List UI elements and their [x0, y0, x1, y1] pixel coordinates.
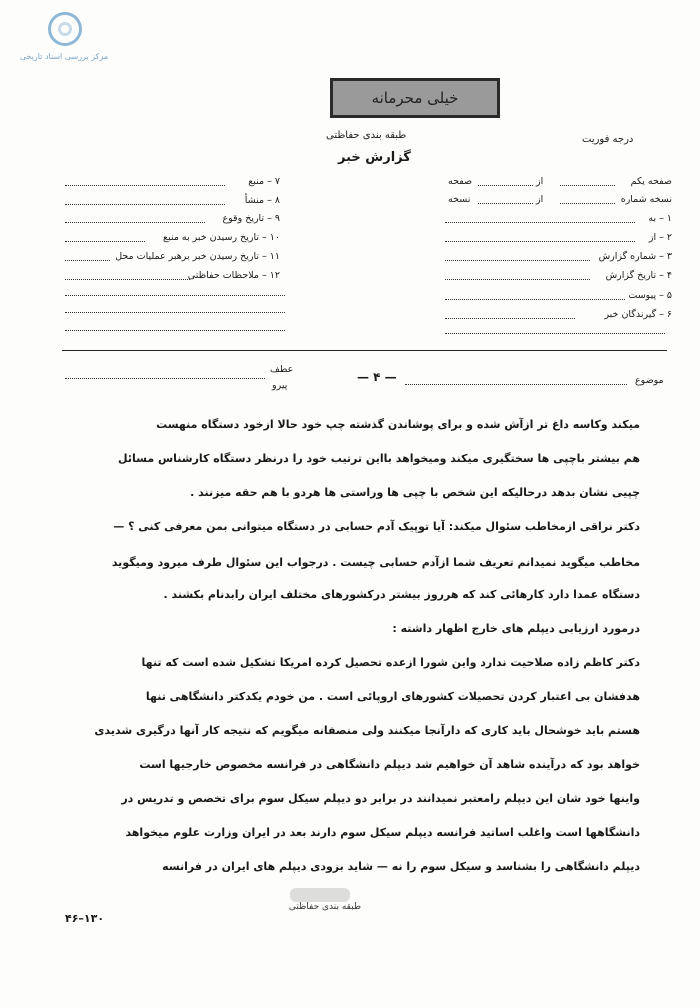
page-first-line — [560, 185, 615, 186]
field-attachment-line — [445, 299, 625, 300]
field-security-notes-line — [65, 279, 190, 280]
field-from: ۲ – از — [648, 232, 672, 243]
field-security-notes: ۱۲ – ملاحظات حفاظتی — [187, 270, 280, 281]
blank-line — [65, 330, 285, 331]
body-line: خواهد بود که درآینده شاهد آن خواهیم شد دیپلم دانشگاهی در فرانسه مخصوص خارجیها است — [139, 758, 640, 771]
copy-total-line — [478, 203, 533, 204]
field-news-to-source-line — [65, 241, 145, 242]
field-news-to-leader-date: ۱۱ – تاریخ رسیدن خبر برهبر عملیات محل — [115, 251, 280, 262]
body-line: چپیی نشان بدهد درحالیکه این شخص با چپی ها وراستی ها هردو با هم حقه میزنند . — [190, 486, 640, 499]
field-origin-line — [65, 204, 225, 205]
field-event-date: ۹ – تاریخ وقوع — [222, 213, 280, 224]
blank-line — [445, 333, 665, 334]
subject-label: موضوع — [635, 375, 664, 386]
body-line: هم بیشتر باچپی ها سختگیری میکند ومیخواهد بااین ترتیب خود را درنظر دستگاه کارشناس مسائل — [118, 452, 640, 465]
field-report-date: ۴ – تاریخ گزارش — [605, 270, 672, 281]
atf-label: عطف — [270, 364, 294, 375]
body-line: دکتر کاظم زاده صلاحیت ندارد واین شورا ازعده تحصیل کرده امریکا تشکیل شده است که تنها — [141, 656, 640, 669]
body-line: دیپلم دانشگاهی را بشناسد و سیکل سوم را نه — شاید بزودی دیپلم های ایران در فرانسه — [162, 860, 640, 873]
body-line: دکتر نراقی ازمخاطب سئوال میکند: آیا توپیک آدم حسابی در دستگاه میتوانی بمن معرفی کنی ؟ — — [113, 520, 640, 533]
blank-line — [65, 295, 285, 296]
body-line: هستم باید خوشحال باید کاری که دارآنجا میکنند ولی منصفانه میگویم که نتیجه کار آنها درگیری شدیدی — [94, 724, 640, 737]
copy-number-line — [560, 203, 615, 204]
field-source: ۷ – منبع — [248, 176, 280, 187]
atf-line — [65, 378, 265, 379]
body-line: دانشگاهها است واغلب اساتید فرانسه دیپلم سیکل سوم دارند بعد در ایران وزارت علوم میخواهد — [125, 826, 640, 839]
body-line: مخاطب میگوید نمیدانم تعریف شما ازآدم حسابی چیست . درجواب این سئوال طرف میرود ومیگوید — [111, 556, 640, 569]
archive-logo — [18, 12, 110, 70]
field-origin: ۸ – منشأ — [244, 195, 280, 206]
copy-word: نسخه — [448, 194, 471, 205]
body-line: دستگاه عمدا دارد کارهائی کند که هرروز بیشتر درکشورهای مختلف ایران رابدنام بکشند . — [163, 588, 640, 601]
page-word: صفحه — [448, 176, 473, 187]
page-code: ۴۶–۱۳۰ — [65, 912, 105, 925]
field-news-to-leader-line — [65, 260, 110, 261]
copy-number-label: نسخه شماره — [620, 194, 672, 205]
field-report-number-line — [445, 260, 590, 261]
report-title: گزارش خبر — [338, 150, 411, 165]
body-line: هدفشان بی اعتبار کردن تحصیلات کشورهای اروپائی است . من خودم یکدکتر دانشگاهی تنها — [145, 690, 640, 703]
field-attachment: ۵ – پیوست — [628, 290, 672, 301]
page-first-label: صفحه یکم — [630, 176, 672, 187]
field-news-to-source-date: ۱۰ – تاریخ رسیدن خبر به منبع — [163, 232, 280, 243]
field-recipients-line — [445, 318, 575, 319]
blank-line — [65, 312, 285, 313]
priority-label: درجه فوریت — [582, 134, 634, 145]
body-line: میکند وکاسه داغ تر ازآش شده و برای پوشاندن گذشته چپ خود حالا ازخود دستگاه منهست — [156, 418, 640, 431]
field-report-number: ۳ – شماره گزارش — [598, 251, 672, 262]
az-label: از — [536, 194, 544, 205]
field-report-date-line — [445, 279, 590, 280]
az-label: از — [536, 176, 544, 187]
body-line: درمورد ارزیابی دیپلم های خارج اظهار داشته : — [392, 622, 640, 635]
classification-label: طبقه بندی حفاظتی — [326, 130, 407, 141]
subject-line — [405, 384, 627, 385]
stamp-smudge — [290, 888, 350, 902]
field-to-line — [445, 222, 635, 223]
body-line: واینها خود شان این دیپلم رامعتبر نمیدانند در برابر دو دیپلم سیکل سوم برای تخصص و تدریس در — [121, 792, 640, 805]
field-event-date-line — [65, 222, 205, 223]
header-divider — [62, 350, 667, 351]
footer-classification-label: طبقه بندی حفاظتی — [288, 902, 362, 912]
field-recipients: ۶ – گیرندگان خبر — [604, 309, 672, 320]
field-from-line — [445, 241, 635, 242]
logo-text: مرکز بررسی اسناد تاریخی — [19, 52, 109, 61]
field-source-line — [65, 185, 225, 186]
field-to: ۱ – به — [648, 213, 672, 224]
peyro-label: پیرو — [272, 380, 288, 391]
secret-stamp: خیلی محرمانه — [330, 78, 500, 118]
page-total-line — [478, 185, 533, 186]
logo-emblem-icon — [48, 12, 82, 46]
footer-classification — [280, 888, 370, 916]
page-number: — ۴ — — [357, 370, 397, 384]
